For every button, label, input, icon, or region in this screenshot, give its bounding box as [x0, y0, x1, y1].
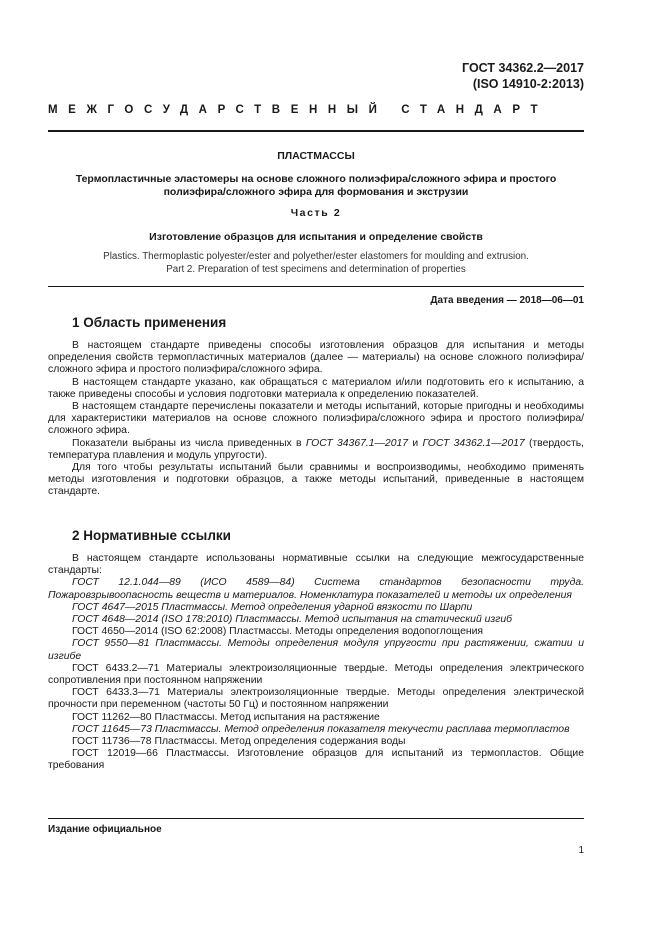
paragraph: В настоящем стандарте использованы нормативные ссылки на следующие межгосударственные стандарты:: [48, 553, 584, 577]
reference-item: ГОСТ 11645—73 Пластмассы. Метод определения показателя текучести расплава термопластов: [72, 723, 570, 735]
standard-reference: ГОСТ 34367.1—2017: [305, 437, 409, 449]
paragraph-text: Показатели выбраны из числа приведенных в: [72, 437, 306, 449]
reference-item: ГОСТ 12019—66 Пластмассы. Изготовление образцов для испытаний из термопластов. Общие требования: [48, 748, 584, 772]
reference-item: ГОСТ 6433.2—71 Материалы электроизоляционные твердые. Методы определения электрического сопротивления при постоянном напряжении: [48, 662, 584, 687]
part-label: Часть 2: [290, 207, 342, 219]
gost-number: ГОСТ 34362.2—2017: [462, 61, 584, 75]
english-title-line-1: Plastics. Thermoplastic polyester/ester and polyether/ester elastomers for moulding and extrusion.: [103, 251, 529, 262]
standard-type-heading: МЕЖГОСУДАРСТВЕННЫЙ СТАНДАРТ: [48, 104, 549, 116]
introduction-date: Дата введения — 2018—06—01: [430, 295, 584, 306]
reference-item: ГОСТ 4647—2015 Пластмассы. Метод определения ударной вязкости по Шарпи: [72, 601, 473, 613]
section-1-heading: 1 Область применения: [72, 315, 227, 330]
reference-item: ГОСТ 4650—2014 (ISO 62:2008) Пластмассы. Методы определения водопоглощения: [72, 626, 484, 638]
header-divider: [48, 130, 584, 132]
section-1-body: [48, 340, 584, 499]
paragraph-text: и: [408, 437, 423, 449]
subtitle-line-1: Термопластичные эластомеры на основе сложного полиэфира/сложного эфира и простого: [75, 173, 557, 185]
page-number: 1: [578, 845, 584, 856]
reference-item: ГОСТ 4648—2014 (ISO 178:2010) Пластмассы. Метод испытания на статический изгиб: [72, 614, 512, 626]
paragraph: Для того чтобы результаты испытаний были сравнимы и воспроизводимы, необходимо применять методы изготовления и подготовки образцов, а также методы испытаний, приведенные в настоящем стандарте.: [48, 462, 584, 498]
iso-number: (ISO 14910-2:2013): [472, 77, 584, 91]
document-identifier: [462, 60, 584, 92]
paragraph: В настоящем стандарте указано, как обращаться с материалом и/или подготовить его к испытанию, а также приведены способы и условия подготовки материала к определению показателей.: [48, 376, 584, 400]
paragraph: В настоящем стандарте перечислены показатели и методы испытаний, которые пригодны и необходимы для характеристики материалов на основе сложного полиэфира/сложного эфира и простого полиэфира/сложного эфира.: [48, 401, 584, 437]
part-title: Изготовление образцов для испытания и определение свойств: [149, 231, 483, 243]
paragraph-text: (твердость, температура плавления и модуль упругости).: [48, 437, 585, 461]
reference-item: ГОСТ 11736—78 Пластмассы. Метод определения содержания воды: [72, 736, 406, 748]
section-2-body: [48, 553, 584, 773]
section-2-heading: 2 Нормативные ссылки: [72, 528, 231, 543]
english-title-line-2: Part 2. Preparation of test specimens and determination of properties: [166, 264, 466, 275]
official-edition-label: Издание официальное: [48, 824, 162, 835]
title-divider: [48, 286, 584, 287]
paragraph: [48, 438, 584, 462]
standard-reference: ГОСТ 34362.1—2017: [422, 437, 525, 449]
footer-divider: [48, 818, 584, 819]
document-title: ПЛАСТМАССЫ: [277, 150, 355, 162]
document-subtitle: [48, 173, 584, 199]
reference-item: ГОСТ 12.1.044—89 (ИСО 4589—84) Система стандартов безопасности труда. Пожаровзрывоопасность веществ и материалов. Номенклатура показателей и методы их определения: [48, 577, 584, 601]
reference-item: ГОСТ 11262—80 Пластмассы. Метод испытания на растяжение: [72, 711, 380, 723]
reference-item: ГОСТ 6433.3—71 Материалы электроизоляционные твердые. Методы определения электрической прочности при переменном (частоты 50 Гц) и постоянном напряжении: [48, 687, 584, 711]
english-title: [48, 250, 584, 276]
reference-item: ГОСТ 9550—81 Пластмассы. Методы определения модуля упругости при растяжении, сжатии и изгибе: [48, 638, 584, 662]
subtitle-line-2: полиэфира/сложного эфира для формования и экструзии: [163, 186, 469, 198]
paragraph: В настоящем стандарте приведены способы изготовления образцов для испытания и методы определения свойств термопластичных материалов (далее — материалы) на основе сложного полиэфира/сложного эфира и простого полиэфира/сложного эфира.: [48, 340, 584, 376]
